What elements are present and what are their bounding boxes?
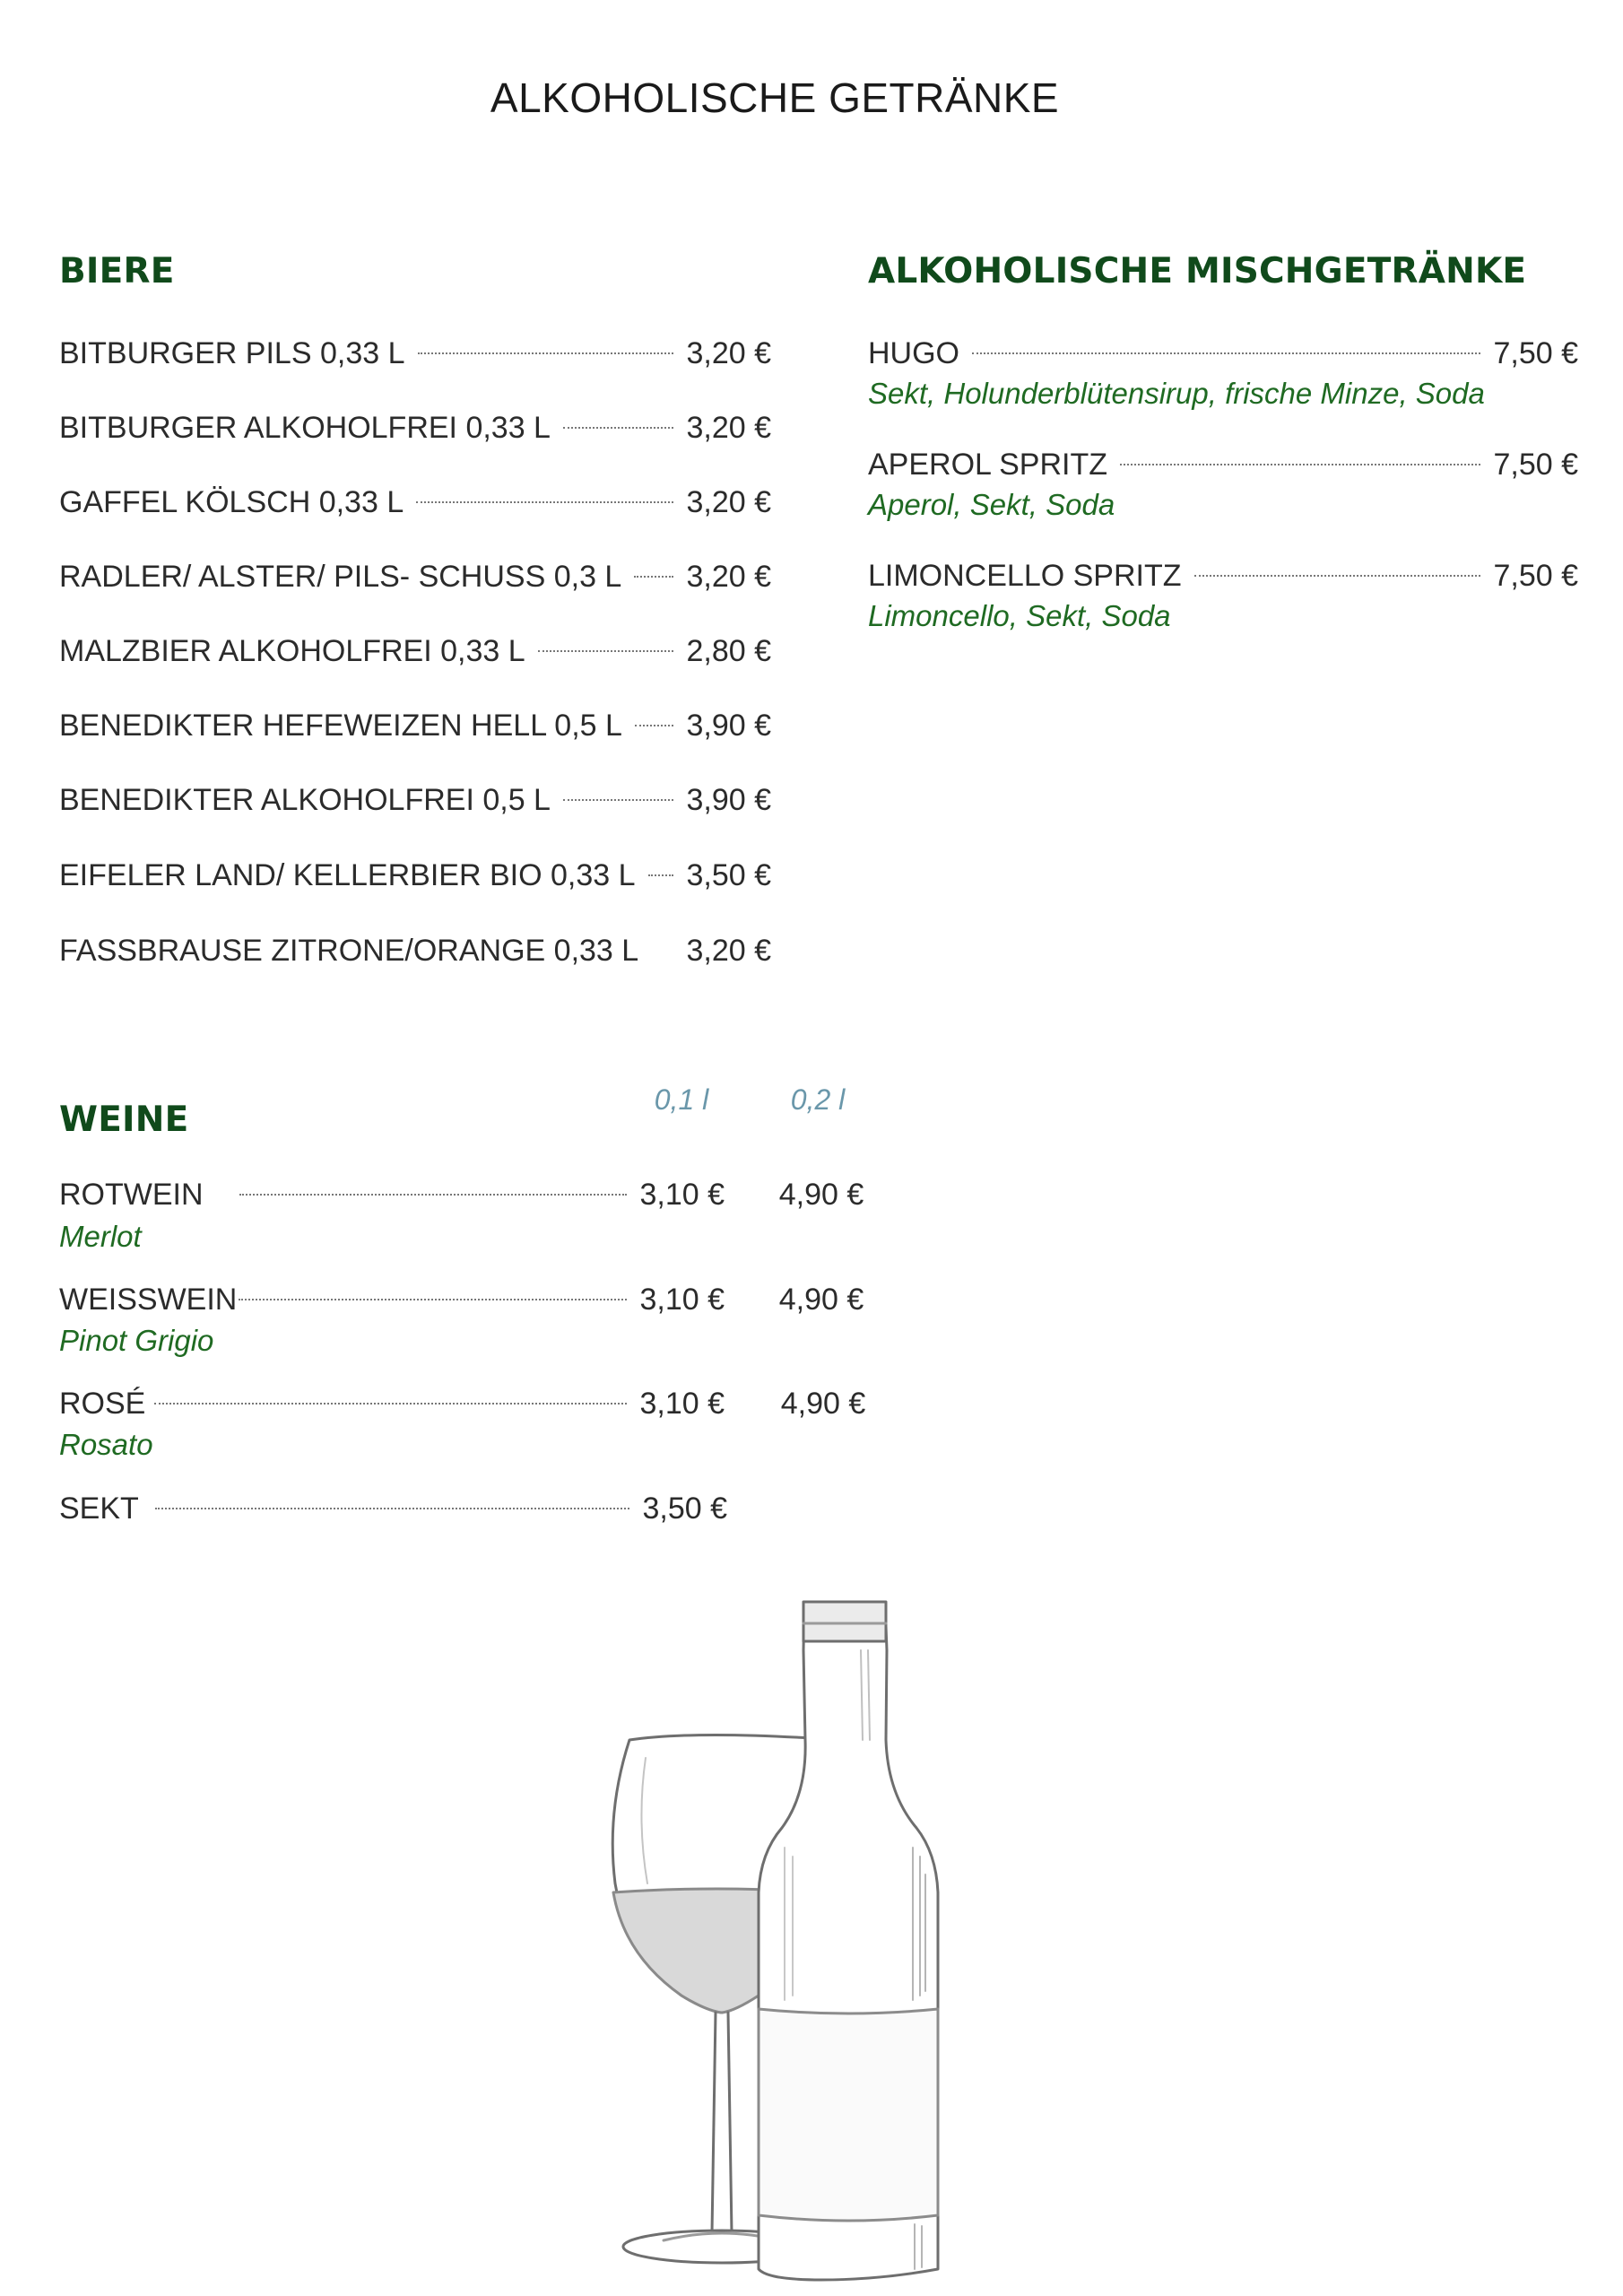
item-price: 3,20 € <box>686 336 771 370</box>
item-price: 3,90 € <box>686 783 771 817</box>
item-description: Merlot <box>59 1220 142 1253</box>
item-name: GAFFEL KÖLSCH 0,33 L <box>59 485 404 519</box>
menu-item <box>868 447 1578 483</box>
item-price-small: 3,10 € <box>639 1178 725 1212</box>
menu-item <box>59 1177 725 1213</box>
dot-leader <box>538 650 674 652</box>
dot-leader <box>416 501 673 503</box>
dot-leader <box>634 576 673 578</box>
item-name: APEROL SPRITZ <box>868 448 1108 482</box>
item-price-small: 3,10 € <box>639 1283 725 1317</box>
item-description: Pinot Grigio <box>59 1324 214 1357</box>
item-description: Sekt, Holunderblütensirup, frische Minze, Soda <box>868 377 1485 410</box>
volume-label-small: 0,1 l <box>654 1083 709 1116</box>
dot-leader <box>563 799 674 801</box>
item-price: 7,50 € <box>1493 559 1578 593</box>
dot-leader <box>563 427 674 429</box>
wine-bottle-and-glass-icon <box>592 1587 968 2287</box>
dot-leader <box>972 352 1480 354</box>
dot-leader <box>418 352 674 354</box>
item-name: BITBURGER ALKOHOLFREI 0,33 L <box>59 411 551 445</box>
item-price-small: 3,10 € <box>639 1387 725 1421</box>
item-name: HUGO <box>868 336 959 370</box>
item-price-small: 3,50 € <box>642 1492 727 1526</box>
menu-item <box>868 558 1578 594</box>
item-price: 2,80 € <box>686 634 771 668</box>
beers-heading: BIERE <box>59 251 175 291</box>
item-name: RADLER/ ALSTER/ PILS- SCHUSS 0,3 L <box>59 560 622 594</box>
item-name: MALZBIER ALKOHOLFREI 0,33 L <box>59 634 525 668</box>
item-price: 3,20 € <box>686 411 771 445</box>
menu-item <box>59 857 771 893</box>
menu-item <box>59 1491 727 1526</box>
item-name: SEKT <box>59 1492 139 1526</box>
dot-leader <box>239 1194 628 1196</box>
menu-item <box>59 1282 725 1318</box>
item-price: 7,50 € <box>1493 336 1578 370</box>
item-price: 7,50 € <box>1493 448 1578 482</box>
item-price: 3,20 € <box>686 934 771 968</box>
dot-leader <box>635 725 674 726</box>
dot-leader <box>651 950 673 952</box>
menu-item <box>59 335 771 371</box>
dot-leader <box>1194 575 1481 577</box>
menu-item <box>59 1386 725 1422</box>
item-name: ROSÉ <box>59 1387 146 1421</box>
item-price-large: 4,90 € <box>780 1387 866 1421</box>
menu-item <box>59 933 771 969</box>
item-price-large: 4,90 € <box>778 1178 864 1212</box>
item-name: ROTWEIN <box>59 1178 204 1212</box>
menu-item <box>59 559 771 595</box>
item-description: Limoncello, Sekt, Soda <box>868 599 1171 632</box>
dot-leader <box>1120 464 1480 465</box>
item-price: 3,20 € <box>686 485 771 519</box>
item-price-large: 4,90 € <box>778 1283 864 1317</box>
volume-label-large: 0,2 l <box>790 1083 846 1116</box>
page-title: ALKOHOLISCHE GETRÄNKE <box>490 74 1060 121</box>
item-price: 3,20 € <box>686 560 771 594</box>
item-name: FASSBRAUSE ZITRONE/ORANGE 0,33 L <box>59 934 639 968</box>
menu-item <box>868 335 1578 371</box>
item-description: Rosato <box>59 1428 153 1461</box>
wines-heading: WEINE <box>59 1100 189 1140</box>
item-description: Aperol, Sekt, Soda <box>868 488 1115 521</box>
item-name: LIMONCELLO SPRITZ <box>868 559 1182 593</box>
dot-leader <box>239 1299 627 1300</box>
dot-leader <box>154 1403 627 1405</box>
item-price: 3,90 € <box>686 709 771 743</box>
mixed-drinks-heading: ALKOHOLISCHE MISCHGETRÄNKE <box>868 251 1527 291</box>
menu-item <box>59 410 771 446</box>
item-name: EIFELER LAND/ KELLERBIER BIO 0,33 L <box>59 858 636 892</box>
item-name: BITBURGER PILS 0,33 L <box>59 336 405 370</box>
menu-item <box>59 484 771 520</box>
item-name: BENEDIKTER HEFEWEIZEN HELL 0,5 L <box>59 709 622 743</box>
menu-item <box>59 782 771 818</box>
item-name: BENEDIKTER ALKOHOLFREI 0,5 L <box>59 783 551 817</box>
item-price: 3,50 € <box>686 858 771 892</box>
item-name: WEISSWEIN <box>59 1283 238 1317</box>
dot-leader <box>648 874 674 876</box>
menu-item <box>59 633 771 669</box>
menu-item <box>59 708 771 744</box>
dot-leader <box>155 1508 630 1509</box>
